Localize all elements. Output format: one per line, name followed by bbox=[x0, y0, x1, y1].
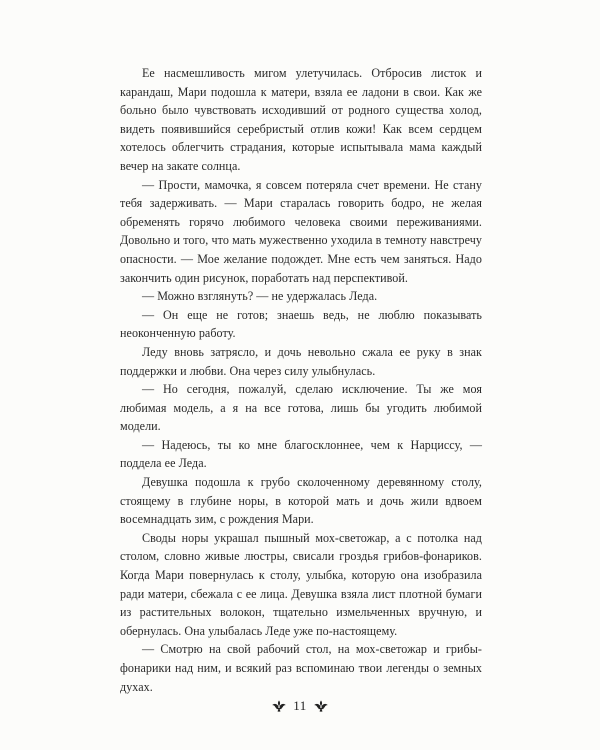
page-number: 11 bbox=[293, 698, 307, 713]
paragraph: Леду вновь затрясло, и дочь невольно сжала ее руку в знак поддержки и любви. Она через силу улыбнулась. bbox=[120, 344, 482, 378]
paragraph: — Смотрю на свой рабочий стол, на мох-светожар и грибы-фонарики над ним, и всякий раз вспоминаю твои легенды о земных духах. bbox=[120, 642, 482, 694]
paragraph: Девушка подошла к грубо сколоченному деревянному столу, стоящему в глубине норы, в которой мать и дочь жили вдвоем восемнадцать зим, с рождения Мари. bbox=[120, 475, 482, 527]
paragraph: — Можно взглянуть? — не удержалась Леда. bbox=[142, 289, 378, 304]
fleur-de-lis-icon bbox=[271, 700, 287, 712]
paragraph: — Но сегодня, пожалуй, сделаю исключение. Ты же моя любимая модель, а я на все готова, лишь бы угодить любимой модели. bbox=[120, 382, 482, 434]
paragraph: — Он еще не готов; знаешь ведь, не люблю показывать неоконченную работу. bbox=[120, 307, 482, 341]
paragraph: — Прости, мамочка, я совсем потеряла счет времени. Не стану тебя задерживать. — Мари старалась говорить бодро, не желая обременять горячо любимого человека своими переживаниями. Довольно и того, что мать мужественно уходила в темноту навстречу опасности. — Мое желание подождет. Мне есть чем заняться. Надо закончить один рисунок, поработать над перспективой. bbox=[120, 177, 482, 285]
page-footer bbox=[0, 698, 600, 714]
body-text bbox=[120, 64, 482, 696]
fleur-de-lis-icon bbox=[313, 700, 329, 712]
paragraph: — Надеюсь, ты ко мне благосклоннее, чем к Нарциссу, — поддела ее Леда. bbox=[120, 437, 482, 471]
paragraph: Своды норы украшал пышный мох-светожар, а с потолка над столом, словно живые люстры, свисали гроздья грибов-фонариков. Когда Мари повернулась к столу, улыбка, которую она изобразила ради матери, сбежала с ее лица. Девушка взяла лист плотной бумаги из растительных волокон, тщательно измельченных вручную, и обернулась. Она улыбалась Леде уже по-настоящему. bbox=[120, 530, 482, 638]
paragraph: Ее насмешливость мигом улетучилась. Отбросив листок и карандаш, Мари подошла к матери, взяла ее ладони в свои. Как же больно было чувствовать исходивший от родного существа холод, видеть появившийся серебристый отлив кожи! Как всем сердцем хотелось облегчить страдания, которые испытывала мама каждый вечер на закате солнца. bbox=[120, 66, 482, 173]
